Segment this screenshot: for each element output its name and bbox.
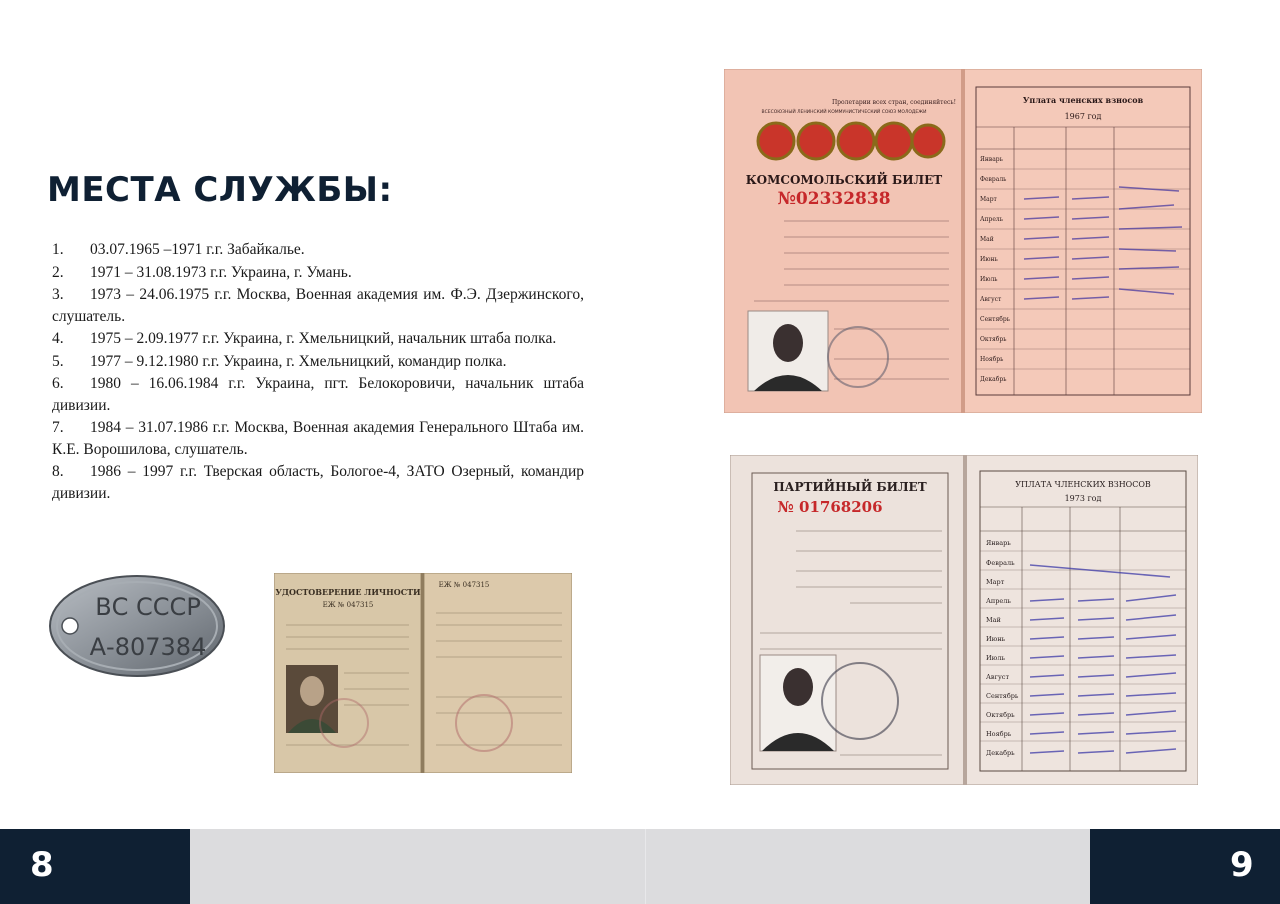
- party-card-photo: [730, 455, 1198, 785]
- id-card-number-right: ЕЖ № 047315: [438, 581, 490, 589]
- komsomol-month: Март: [980, 196, 997, 203]
- party-month: Октябрь: [986, 711, 1015, 719]
- party-month: Март: [986, 578, 1005, 586]
- komsomol-month: Сентябрь: [980, 316, 1010, 323]
- list-item: 2. 1971 – 31.08.1973 г.г. Украина, г. Умань.: [52, 263, 352, 281]
- party-number: № 01768206: [777, 498, 883, 516]
- komsomol-month: Февраль: [980, 176, 1007, 183]
- komsomol-dues-title: Уплата членских взносов: [1022, 95, 1144, 105]
- page-number-right: 9: [1230, 845, 1254, 885]
- party-month: Январь: [986, 539, 1011, 547]
- komsomol-number: №02332838: [777, 189, 891, 209]
- komsomol-card-photo: [724, 69, 1202, 413]
- party-month: Май: [986, 616, 1001, 624]
- party-dues-title: УПЛАТА ЧЛЕНСКИХ ВЗНОСОВ: [1015, 480, 1151, 489]
- komsomol-org: ВСЕСОЮЗНЫЙ ЛЕНИНСКИЙ КОММУНИСТИЧЕСКИЙ СОЮЗ МОЛОДЕЖИ: [761, 110, 927, 115]
- dogtag-photo: [48, 573, 226, 679]
- komsomol-title: КОМСОМОЛЬСКИЙ БИЛЕТ: [745, 173, 943, 187]
- id-card-number-left: ЕЖ № 047315: [322, 601, 374, 609]
- footer: [0, 829, 1280, 904]
- komsomol-month: Октябрь: [980, 336, 1007, 343]
- komsomol-medals: [758, 123, 944, 159]
- komsomol-month: Июль: [980, 276, 998, 283]
- komsomol-motto: Пролетарии всех стран, соединяйтесь!: [831, 99, 957, 106]
- komsomol-month: Август: [980, 296, 1002, 303]
- komsomol-month: Июнь: [980, 256, 998, 263]
- komsomol-dues-year: 1967 год: [1064, 112, 1102, 121]
- page-title: МЕСТА СЛУЖБЫ:: [47, 170, 393, 210]
- party-month: Июль: [986, 654, 1005, 662]
- page-number-left: 8: [30, 845, 54, 885]
- komsomol-month: Май: [980, 236, 994, 243]
- komsomol-month: Ноябрь: [980, 356, 1004, 363]
- party-month: Февраль: [986, 559, 1015, 567]
- komsomol-month: Декабрь: [980, 376, 1007, 383]
- party-month: Сентябрь: [986, 692, 1019, 700]
- party-dues-year: 1973 год: [1064, 494, 1102, 503]
- party-month: Декабрь: [986, 749, 1015, 757]
- list-item: 7. 1984 – 31.07.1986 г.г. Москва, Военная академия Генерального Штаба им. К.Е. Ворошилова, слушатель.: [52, 419, 584, 458]
- party-month: Ноябрь: [986, 730, 1012, 738]
- dogtag-line1: ВС СССР: [95, 593, 201, 621]
- id-card-title: УДОСТОВЕРЕНИЕ ЛИЧНОСТИ: [275, 587, 421, 597]
- komsomol-month: Апрель: [980, 216, 1004, 223]
- list-item: 1. 03.07.1965 –1971 г.г. Забайкалье.: [52, 241, 305, 258]
- party-month: Апрель: [986, 597, 1011, 605]
- list-item: 3. 1973 – 24.06.1975 г.г. Москва, Военная академия им. Ф.Э. Дзержинского, слушатель.: [52, 286, 584, 325]
- list-item: 4. 1975 – 2.09.1977 г.г. Украина, г. Хмельницкий, начальник штаба полка.: [52, 330, 557, 347]
- party-month: Июнь: [986, 635, 1006, 643]
- footer-mid-block: [190, 829, 1090, 904]
- komsomol-month: Январь: [980, 156, 1003, 163]
- footer-left-block: [0, 829, 190, 904]
- party-title: ПАРТИЙНЫЙ БИЛЕТ: [773, 480, 927, 494]
- list-item: 8. 1986 – 1997 г.г. Тверская область, Бологое-4, ЗАТО Озерный, командир дивизии.: [52, 463, 584, 502]
- list-item: 5. 1977 – 9.12.1980 г.г. Украина, г. Хмельницкий, командир полка.: [52, 352, 507, 370]
- dogtag-line2: А-807384: [89, 633, 207, 661]
- list-item: 6. 1980 – 16.06.1984 г.г. Украина, пгт. Белокоровичи, начальник штаба дивизии.: [52, 375, 584, 414]
- id-card-photo: [274, 573, 572, 773]
- party-month: Август: [986, 673, 1010, 681]
- service-list: [52, 239, 584, 505]
